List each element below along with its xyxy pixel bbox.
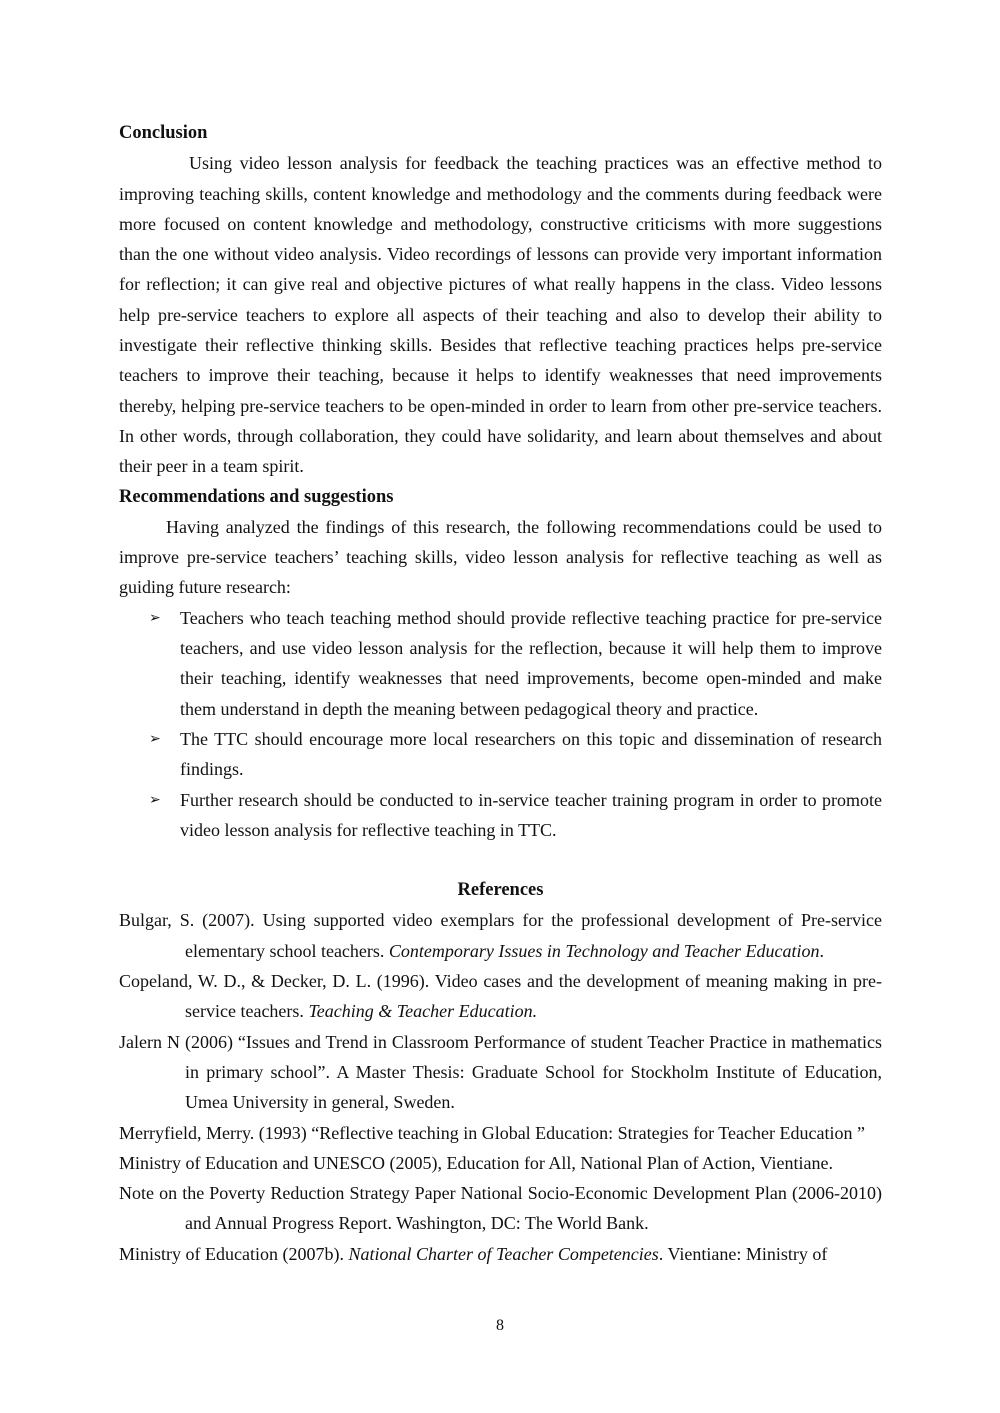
recommendation-item	[119, 785, 882, 846]
recommendation-text: Further research should be conducted to in-service teacher training program in order to promote video lesson analysis for reflective teaching in TTC.	[180, 789, 882, 840]
arrow-bullet-icon: ➢	[149, 791, 161, 808]
arrow-bullet-icon: ➢	[149, 609, 161, 626]
recommendation-item	[119, 603, 882, 724]
reference-entry: Ministry of Education (2007b). National Charter of Teacher Competencies. Vientiane: Ministry of	[119, 1243, 828, 1264]
reference-entry: Merryfield, Merry. (1993) “Reflective teaching in Global Education: Strategies for Teacher Education ”	[119, 1122, 865, 1143]
page-content	[119, 118, 882, 1269]
recommendations-intro: Having analyzed the findings of this research, the following recommendations could be used to improve pre-service teachers’ teaching skills, video lesson analysis for reflective teaching as well as guiding future research:	[119, 516, 882, 598]
page-number: 8	[496, 1317, 504, 1334]
reference-entry: Jalern N (2006) “Issues and Trend in Classroom Performance of student Teacher Practice in mathematics in primary school”. A Master Thesis: Graduate School for Stockholm Institute of Education, Umea University in general, Sweden.	[119, 1031, 882, 1113]
conclusion-paragraph: Using video lesson analysis for feedback the teaching practices was an effective method to improving teaching skills, content knowledge and methodology and the comments during feedback were more focused on content knowledge and methodology, constructive criticisms with more suggestions than the one without video analysis. Video recordings of lessons can provide very important information for reflection; it can give real and objective pictures of what really happens in the class. Video lessons help pre-service teachers to explore all aspects of their teaching and also to develop their ability to investigate their reflective thinking skills. Besides that reflective teaching practices helps pre-service teachers to improve their teaching, because it helps to identify weaknesses that need improvements thereby, helping pre-service teachers to be open-minded in order to learn from other pre-service teachers. In other words, through collaboration, they could have solidarity, and learn about themselves and about their peer in a team spirit.	[119, 153, 882, 477]
reference-entry: Note on the Poverty Reduction Strategy Paper National Socio-Economic Development Plan (2006-2010) and Annual Progress Report. Washington, DC: The World Bank.	[119, 1183, 882, 1234]
reference-entry: Bulgar, S. (2007). Using supported video exemplars for the professional development of Pre-service elementary school teachers. Contemporary Issues in Technology and Teacher Education.	[119, 910, 882, 961]
references-heading: References	[457, 880, 544, 901]
reference-entry: Ministry of Education and UNESCO (2005), Education for All, National Plan of Action, Vientiane.	[119, 1152, 833, 1173]
recommendation-item	[119, 724, 882, 785]
references-list	[119, 905, 882, 1269]
conclusion-heading: Conclusion	[119, 123, 208, 143]
recommendation-text: Teachers who teach teaching method should provide reflective teaching practice for pre-service teachers, and use video lesson analysis for the reflection, because it will help them to improve their teaching, identify weaknesses that need improvements, become open-minded and make them understand in depth the meaning between pedagogical theory and practice.	[180, 607, 882, 719]
arrow-bullet-icon: ➢	[149, 730, 161, 747]
recommendations-heading: Recommendations and suggestions	[119, 486, 394, 507]
recommendations-list	[119, 603, 882, 845]
reference-entry: Copeland, W. D., & Decker, D. L. (1996). Video cases and the development of meaning making in pre-service teachers. Teaching & Teacher Education.	[119, 971, 882, 1022]
recommendation-text: The TTC should encourage more local researchers on this topic and dissemination of research findings.	[180, 728, 882, 780]
